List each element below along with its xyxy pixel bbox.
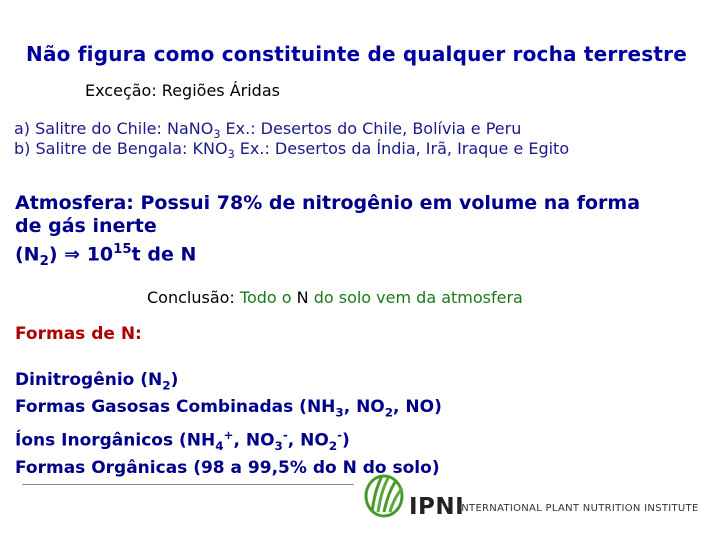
conclusion-text-2: do solo vem da atmosfera [308, 288, 523, 307]
form-3-sub-2: 3 [274, 438, 283, 453]
form-1-text: Dinitrogênio (N [15, 370, 163, 390]
form-2-sub-1: 3 [335, 405, 344, 420]
form-3-sup-2: - [282, 427, 288, 442]
item-a-suffix: Ex.: Desertos do Chile, Bolívia e Peru [220, 119, 522, 138]
ten-exponent: 15 [113, 242, 132, 257]
form-2-close: , NO) [393, 397, 442, 418]
form-1-sub: 2 [162, 378, 171, 393]
item-a-formula-sub: 3 [213, 128, 221, 142]
footer-divider [22, 484, 354, 485]
forms-list [15, 369, 442, 479]
item-a-prefix: a) Salitre do Chile: [14, 119, 167, 138]
tons-of-n: t de N [131, 243, 197, 266]
form-gaseous [15, 396, 442, 423]
form-3-sup-3: - [337, 427, 343, 442]
form-3-mid-1: , NO [233, 430, 275, 451]
item-b-suffix: Ex.: Desertos da Índia, Irã, Iraque e Egito [234, 139, 570, 158]
item-b-formula-sub: 3 [227, 148, 235, 162]
exception-line: Exceção: Regiões Áridas [85, 81, 280, 100]
ipni-leaf-icon [362, 468, 410, 522]
form-2-text: Formas Gasosas Combinadas (NH [15, 397, 336, 418]
form-3-close: ) [342, 430, 350, 451]
conclusion-n: N [296, 288, 309, 307]
item-b-prefix: b) Salitre de Bengala: [14, 139, 193, 158]
form-2-sub-2: 2 [384, 405, 394, 420]
atmosphere-line-3 [15, 238, 640, 273]
atmosphere-line-2: de gás inerte [15, 215, 157, 237]
ten-base: 10 [80, 243, 114, 266]
form-3-mid-2: , NO [287, 430, 329, 451]
list-item-chile [14, 119, 521, 141]
conclusion-label: Conclusão: [147, 288, 240, 307]
item-b-formula: KNO [192, 139, 228, 158]
list-item-bengala [14, 139, 569, 161]
form-3-sub-1: 4 [215, 438, 224, 453]
form-organic: Formas Orgânicas (98 a 99,5% do N do solo) [15, 457, 440, 478]
form-dinitrogen [15, 369, 442, 396]
form-3-sub-3: 2 [328, 438, 338, 453]
n2-open: (N [15, 243, 40, 266]
slide-title: Não figura como constituinte de qualquer rocha terrestre [26, 42, 688, 66]
ipni-logo-fullname: INTERNATIONAL PLANT NUTRITION INSTITUTE [458, 503, 699, 514]
conclusion-line [147, 288, 523, 307]
form-1-close: ) [170, 370, 179, 390]
n2-close: ) [48, 243, 65, 266]
n2-sub: 2 [39, 254, 49, 270]
ipni-logo-text: IPNI [409, 494, 465, 520]
atmosphere-line-1: Atmosfera: Possui 78% de nitrogênio em volume na forma [15, 192, 641, 214]
form-3-text: Íons Inorgânicos (NH [15, 430, 216, 451]
form-inorganic-ions [15, 424, 442, 457]
conclusion-text-1: Todo o [239, 288, 297, 307]
form-3-sup-1: + [223, 427, 234, 442]
implies-arrow-icon: ⇒ [64, 243, 81, 266]
forms-heading: Formas de N: [15, 324, 142, 344]
form-2-mid: , NO [343, 397, 385, 418]
atmosphere-statement [15, 192, 640, 273]
item-a-formula: NaNO [166, 119, 214, 138]
